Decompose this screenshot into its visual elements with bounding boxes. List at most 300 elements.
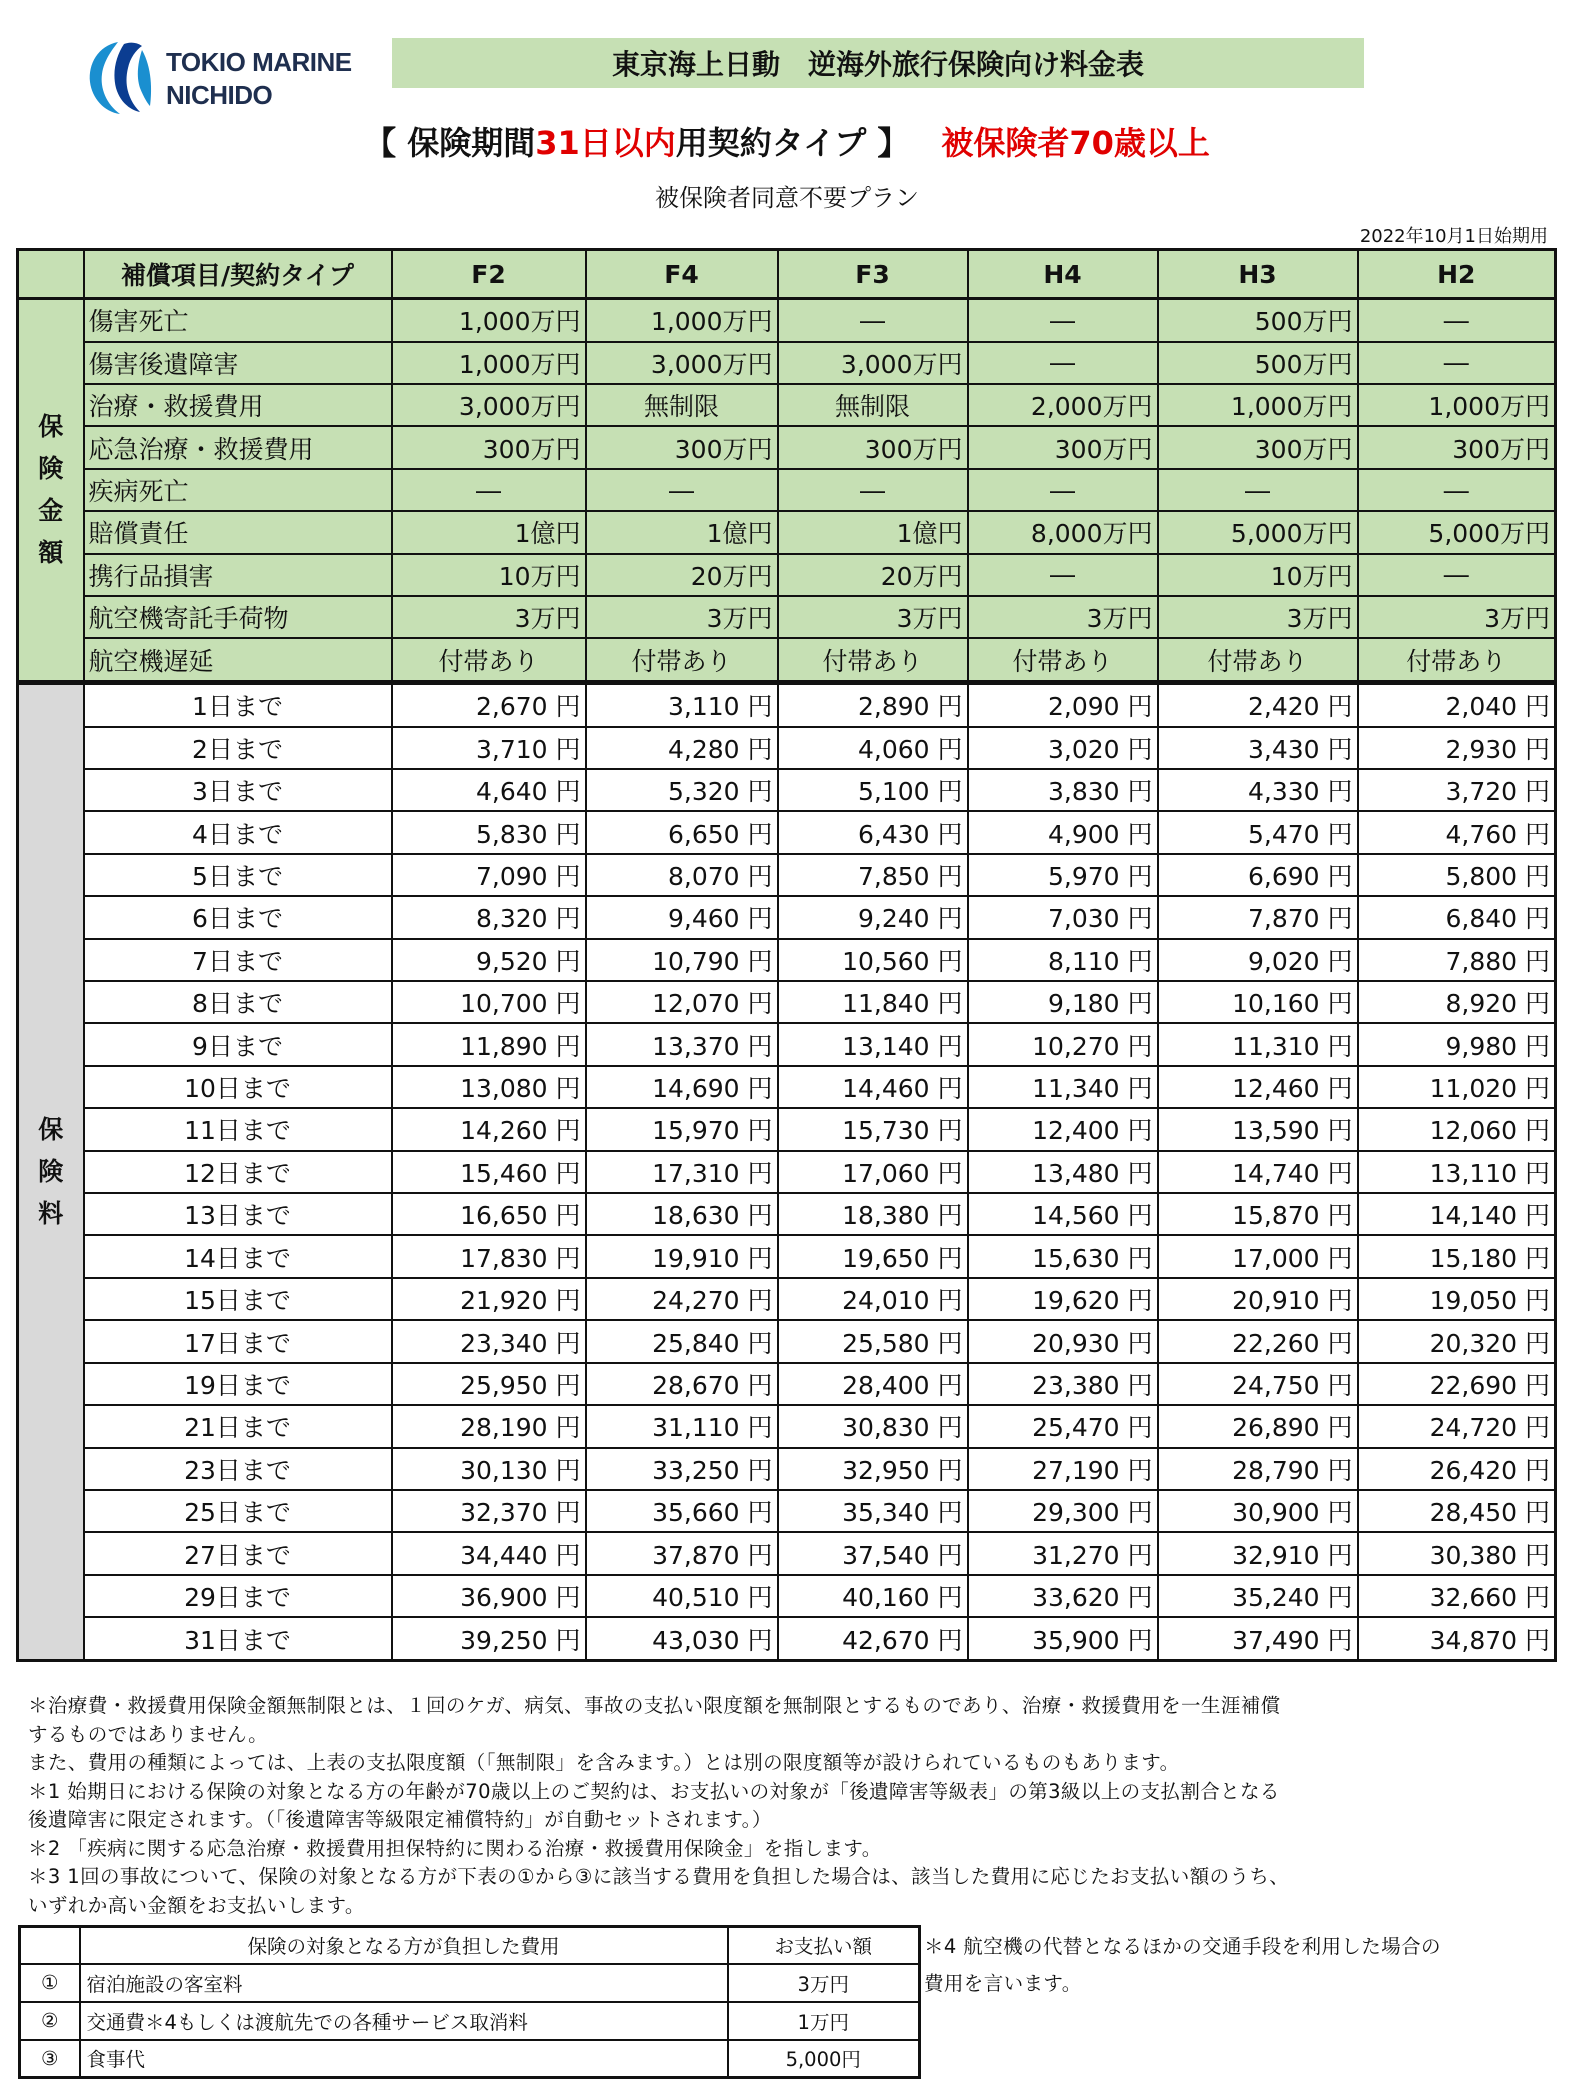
coverage-value: ―	[1358, 342, 1556, 384]
period-label: 27日まで	[84, 1532, 392, 1574]
coverage-value: 無制限	[586, 384, 778, 426]
coverage-value: 3,000万円	[778, 342, 968, 384]
premium-row	[18, 1023, 1556, 1065]
side-char: 険	[38, 1157, 64, 1186]
side-char: 料	[38, 1199, 64, 1228]
premium-value: 9,240 円	[778, 896, 968, 938]
plan-header: F2	[392, 250, 586, 299]
premium-value: 5,970 円	[968, 854, 1158, 896]
corner-cell	[18, 250, 84, 299]
premium-value: 28,450 円	[1358, 1490, 1556, 1532]
premium-row	[18, 854, 1556, 896]
premium-value: 6,650 円	[586, 811, 778, 853]
premium-row	[18, 1448, 1556, 1490]
plan-header: F4	[586, 250, 778, 299]
premium-value: 11,340 円	[968, 1066, 1158, 1108]
coverage-value: 付帯あり	[1358, 638, 1556, 682]
premium-value: 22,260 円	[1158, 1320, 1358, 1362]
premium-value: 7,850 円	[778, 854, 968, 896]
premium-value: 17,060 円	[778, 1151, 968, 1193]
coverage-row	[18, 596, 1556, 638]
premium-value: 28,190 円	[392, 1405, 586, 1447]
premium-row	[18, 1532, 1556, 1574]
premium-value: 9,460 円	[586, 896, 778, 938]
coverage-value: 300万円	[586, 426, 778, 468]
premium-value: 24,720 円	[1358, 1405, 1556, 1447]
coverage-label: 傷害死亡	[84, 299, 392, 342]
premium-value: 27,190 円	[968, 1448, 1158, 1490]
premium-value: 19,650 円	[778, 1235, 968, 1277]
premium-value: 12,070 円	[586, 981, 778, 1023]
premium-value: 20,320 円	[1358, 1320, 1556, 1362]
logo-mark-icon	[84, 38, 154, 118]
premium-value: 25,950 円	[392, 1363, 586, 1405]
footnote-line: ＊2 「疾病に関する応急治療・救援費用担保特約に関わる治療・救援費用保険金」を指します。	[28, 1836, 882, 1860]
coverage-value: ―	[1358, 554, 1556, 596]
premium-value: 28,400 円	[778, 1363, 968, 1405]
coverage-value: 10万円	[392, 554, 586, 596]
premium-value: 40,510 円	[586, 1575, 778, 1617]
premium-value: 32,660 円	[1358, 1575, 1556, 1617]
premium-value: 19,050 円	[1358, 1278, 1556, 1320]
premium-value: 34,440 円	[392, 1532, 586, 1574]
footnote-line: ＊治療費・救援費用保険金額無制限とは、１回のケガ、病気、事故の支払い限度額を無制限とするものであり、治療・救援費用を一生涯補償	[28, 1694, 1281, 1717]
coverage-value: ―	[392, 469, 586, 511]
header-row	[18, 250, 1556, 299]
premium-value: 10,700 円	[392, 981, 586, 1023]
premium-value: 24,750 円	[1158, 1363, 1358, 1405]
coverage-value: ―	[968, 469, 1158, 511]
premium-row	[18, 1405, 1556, 1447]
premium-row	[18, 1151, 1556, 1193]
premium-value: 5,800 円	[1358, 854, 1556, 896]
premium-value: 3,720 円	[1358, 769, 1556, 811]
premium-value: 5,100 円	[778, 769, 968, 811]
premium-value: 39,250 円	[392, 1617, 586, 1660]
coverage-row	[18, 299, 1556, 342]
premium-value: 9,180 円	[968, 981, 1158, 1023]
premium-value: 10,790 円	[586, 939, 778, 981]
coverage-value: 1,000万円	[586, 299, 778, 342]
coverage-value: 付帯あり	[586, 638, 778, 682]
premium-value: 36,900 円	[392, 1575, 586, 1617]
footnote-line: また、費用の種類によっては、上表の支払限度額（「無制限」を含みます。）とは別の限度額等が設けられているものもあります。	[28, 1751, 1180, 1774]
period-label: 5日まで	[84, 854, 392, 896]
coverage-value: 1,000万円	[1158, 384, 1358, 426]
tokio-marine-logo	[84, 38, 374, 120]
premium-value: 4,280 円	[586, 727, 778, 769]
premium-value: 11,890 円	[392, 1023, 586, 1065]
premium-value: 8,070 円	[586, 854, 778, 896]
premium-value: 32,370 円	[392, 1490, 586, 1532]
premium-value: 31,110 円	[586, 1405, 778, 1447]
coverage-value: 300万円	[392, 426, 586, 468]
premium-value: 17,000 円	[1158, 1235, 1358, 1277]
premium-value: 15,460 円	[392, 1151, 586, 1193]
period-label: 2日まで	[84, 727, 392, 769]
period-label: 15日まで	[84, 1278, 392, 1320]
premium-value: 20,930 円	[968, 1320, 1158, 1362]
premium-value: 7,090 円	[392, 854, 586, 896]
premium-value: 3,430 円	[1158, 727, 1358, 769]
premium-row	[18, 1193, 1556, 1235]
premium-value: 32,950 円	[778, 1448, 968, 1490]
premium-row	[18, 769, 1556, 811]
premium-value: 32,910 円	[1158, 1532, 1358, 1574]
premium-value: 37,540 円	[778, 1532, 968, 1574]
premium-value: 9,520 円	[392, 939, 586, 981]
coverage-value: 3万円	[778, 596, 968, 638]
premium-value: 8,320 円	[392, 896, 586, 938]
expense-header-item: 保険の対象となる方が負担した費用	[80, 1927, 728, 1964]
premium-value: 35,340 円	[778, 1490, 968, 1532]
premium-row	[18, 1320, 1556, 1362]
period-label: 17日まで	[84, 1320, 392, 1362]
premium-value: 42,670 円	[778, 1617, 968, 1660]
coverage-label: 応急治療・救援費用	[84, 426, 392, 468]
expense-num: ②	[20, 2002, 80, 2040]
expense-item: 食事代	[80, 2040, 728, 2078]
premium-row	[18, 1575, 1556, 1617]
coverage-value: 20万円	[778, 554, 968, 596]
coverage-label: 携行品損害	[84, 554, 392, 596]
coverage-value: 1,000万円	[392, 342, 586, 384]
premium-value: 13,480 円	[968, 1151, 1158, 1193]
coverage-row	[18, 342, 1556, 384]
premium-value: 15,630 円	[968, 1235, 1158, 1277]
premium-value: 33,250 円	[586, 1448, 778, 1490]
premium-value: 37,870 円	[586, 1532, 778, 1574]
coverage-value: 300万円	[968, 426, 1158, 468]
side-char: 保	[38, 412, 64, 442]
expense-header-amount: お支払い額	[728, 1927, 920, 1964]
coverage-value: ―	[968, 554, 1158, 596]
premium-value: 13,080 円	[392, 1066, 586, 1108]
period-label: 10日まで	[84, 1066, 392, 1108]
expense-num: ①	[20, 1964, 80, 2002]
period-label: 8日まで	[84, 981, 392, 1023]
premium-value: 15,870 円	[1158, 1193, 1358, 1235]
premium-value: 19,910 円	[586, 1235, 778, 1277]
expense-table	[18, 1925, 921, 2079]
coverage-value: ―	[968, 342, 1158, 384]
contract-type-subtitle	[0, 118, 1574, 164]
plan-header: F3	[778, 250, 968, 299]
period-label: 1日まで	[84, 683, 392, 727]
period-label: 11日まで	[84, 1108, 392, 1150]
premium-value: 11,310 円	[1158, 1023, 1358, 1065]
footnote-line: いずれか高い金額をお支払いします。	[28, 1893, 365, 1917]
premium-value: 12,400 円	[968, 1108, 1158, 1150]
coverage-value: 1,000万円	[392, 299, 586, 342]
coverage-label: 疾病死亡	[84, 469, 392, 511]
plan-name: 被保険者同意不要プラン	[655, 184, 919, 212]
premium-value: 18,380 円	[778, 1193, 968, 1235]
premium-value: 2,670 円	[392, 683, 586, 727]
period-label: 29日まで	[84, 1575, 392, 1617]
premium-value: 25,840 円	[586, 1320, 778, 1362]
premium-value: 15,970 円	[586, 1108, 778, 1150]
premium-value: 26,420 円	[1358, 1448, 1556, 1490]
period-label: 31日まで	[84, 1617, 392, 1660]
premium-value: 8,110 円	[968, 939, 1158, 981]
premium-value: 22,690 円	[1358, 1363, 1556, 1405]
coverage-value: 3,000万円	[586, 342, 778, 384]
plan-header: H2	[1358, 250, 1556, 299]
premium-row	[18, 1363, 1556, 1405]
coverage-value: 無制限	[778, 384, 968, 426]
coverage-row	[18, 426, 1556, 468]
coverage-value: 5,000万円	[1358, 511, 1556, 553]
coverage-value: 500万円	[1158, 299, 1358, 342]
expense-item: 交通費＊4もしくは渡航先での各種サービス取消料	[80, 2002, 728, 2040]
side-char: 額	[38, 538, 64, 568]
premium-row	[18, 1278, 1556, 1320]
logo-text-line1: TOKIO MARINE	[166, 47, 352, 77]
coverage-value: 付帯あり	[968, 638, 1158, 682]
period-label: 14日まで	[84, 1235, 392, 1277]
coverage-value: ―	[1158, 469, 1358, 511]
period-label: 19日まで	[84, 1363, 392, 1405]
premium-side-label	[18, 683, 84, 1661]
premium-row	[18, 1490, 1556, 1532]
premium-row	[18, 981, 1556, 1023]
premium-value: 8,920 円	[1358, 981, 1556, 1023]
premium-value: 14,260 円	[392, 1108, 586, 1150]
premium-value: 15,180 円	[1358, 1235, 1556, 1277]
premium-value: 31,270 円	[968, 1532, 1158, 1574]
premium-value: 2,890 円	[778, 683, 968, 727]
expense-amount: 5,000円	[728, 2040, 920, 2078]
rate-table	[16, 248, 1557, 1662]
period-label: 12日まで	[84, 1151, 392, 1193]
period-label: 3日まで	[84, 769, 392, 811]
premium-value: 2,420 円	[1158, 683, 1358, 727]
premium-value: 14,690 円	[586, 1066, 778, 1108]
logo-text-line2: NICHIDO	[166, 80, 273, 110]
premium-value: 5,830 円	[392, 811, 586, 853]
coverage-value: 300万円	[1358, 426, 1556, 468]
premium-value: 13,370 円	[586, 1023, 778, 1065]
premium-value: 20,910 円	[1158, 1278, 1358, 1320]
premium-value: 12,460 円	[1158, 1066, 1358, 1108]
coverage-value: 付帯あり	[778, 638, 968, 682]
premium-value: 10,560 円	[778, 939, 968, 981]
premium-value: 7,030 円	[968, 896, 1158, 938]
premium-value: 4,330 円	[1158, 769, 1358, 811]
premium-value: 4,760 円	[1358, 811, 1556, 853]
premium-value: 28,670 円	[586, 1363, 778, 1405]
premium-row	[18, 896, 1556, 938]
coverage-value: 20万円	[586, 554, 778, 596]
coverage-label: 治療・救援費用	[84, 384, 392, 426]
period-label: 4日まで	[84, 811, 392, 853]
premium-row	[18, 939, 1556, 981]
period-label: 25日まで	[84, 1490, 392, 1532]
premium-value: 35,900 円	[968, 1617, 1158, 1660]
premium-value: 11,840 円	[778, 981, 968, 1023]
premium-value: 43,030 円	[586, 1617, 778, 1660]
premium-value: 4,900 円	[968, 811, 1158, 853]
premium-value: 5,320 円	[586, 769, 778, 811]
premium-row	[18, 811, 1556, 853]
coverage-value: 3万円	[968, 596, 1158, 638]
premium-value: 6,430 円	[778, 811, 968, 853]
coverage-value: 1億円	[392, 511, 586, 553]
coverage-value: 3万円	[586, 596, 778, 638]
premium-value: 21,920 円	[392, 1278, 586, 1320]
premium-value: 6,840 円	[1358, 896, 1556, 938]
expense-amount: 3万円	[728, 1964, 920, 2002]
premium-row	[18, 727, 1556, 769]
premium-value: 2,090 円	[968, 683, 1158, 727]
period-label: 6日まで	[84, 896, 392, 938]
period-label: 9日まで	[84, 1023, 392, 1065]
coverage-value: ―	[1358, 299, 1556, 342]
coverage-value: 300万円	[1158, 426, 1358, 468]
period-label: 13日まで	[84, 1193, 392, 1235]
coverage-value: ―	[1358, 469, 1556, 511]
expense-num: ③	[20, 2040, 80, 2078]
footnote-line: ＊1 始期日における保険の対象となる方の年齢が70歳以上のご契約は、お支払いの対象が「後遺障害等級表」の第3級以上の支払割合となる	[28, 1779, 1280, 1803]
footnote-4-line: ＊4 航空機の代替となるほかの交通手段を利用した場合の	[924, 1935, 1441, 1958]
premium-value: 24,010 円	[778, 1278, 968, 1320]
premium-value: 10,160 円	[1158, 981, 1358, 1023]
premium-value: 18,630 円	[586, 1193, 778, 1235]
premium-value: 25,470 円	[968, 1405, 1158, 1447]
premium-value: 13,140 円	[778, 1023, 968, 1065]
premium-value: 29,300 円	[968, 1490, 1158, 1532]
premium-value: 34,870 円	[1358, 1617, 1556, 1660]
coverage-value: 1億円	[778, 511, 968, 553]
coverage-value: 3万円	[1358, 596, 1556, 638]
premium-value: 4,060 円	[778, 727, 968, 769]
coverage-value: 500万円	[1158, 342, 1358, 384]
premium-value: 14,140 円	[1358, 1193, 1556, 1235]
period-label: 23日まで	[84, 1448, 392, 1490]
premium-value: 23,380 円	[968, 1363, 1158, 1405]
coverage-value: 1,000万円	[1358, 384, 1556, 426]
plan-header: H3	[1158, 250, 1358, 299]
coverage-value: 10万円	[1158, 554, 1358, 596]
coverage-row	[18, 554, 1556, 596]
premium-value: 30,900 円	[1158, 1490, 1358, 1532]
footnote-4	[924, 1928, 1524, 2002]
expense-amount: 1万円	[728, 2002, 920, 2040]
premium-value: 7,870 円	[1158, 896, 1358, 938]
premium-value: 26,890 円	[1158, 1405, 1358, 1447]
coverage-value: ―	[778, 299, 968, 342]
premium-value: 30,130 円	[392, 1448, 586, 1490]
coverage-value: 3万円	[1158, 596, 1358, 638]
footnotes	[28, 1692, 1458, 1920]
premium-value: 11,020 円	[1358, 1066, 1556, 1108]
side-char: 金	[38, 496, 64, 526]
side-char: 険	[38, 454, 64, 484]
premium-value: 9,020 円	[1158, 939, 1358, 981]
premium-value: 16,650 円	[392, 1193, 586, 1235]
period-label: 21日まで	[84, 1405, 392, 1447]
premium-value: 33,620 円	[968, 1575, 1158, 1617]
footnote-4-line: 費用を言います。	[924, 1972, 1082, 1995]
coverage-value: 8,000万円	[968, 511, 1158, 553]
premium-value: 15,730 円	[778, 1108, 968, 1150]
coverage-label: 航空機寄託手荷物	[84, 596, 392, 638]
expense-item: 宿泊施設の客室料	[80, 1964, 728, 2002]
footnote-line: するものではありません。	[28, 1722, 268, 1746]
coverage-row	[18, 638, 1556, 682]
coverage-side-label	[18, 299, 84, 683]
coverage-label: 傷害後遺障害	[84, 342, 392, 384]
premium-value: 40,160 円	[778, 1575, 968, 1617]
subtitle-age: 被保険者70歳以上	[941, 124, 1210, 162]
subtitle-mid: 用契約タイプ 】	[675, 124, 910, 162]
premium-value: 5,470 円	[1158, 811, 1358, 853]
premium-value: 13,590 円	[1158, 1108, 1358, 1150]
coverage-value: 3万円	[392, 596, 586, 638]
coverage-value: 5,000万円	[1158, 511, 1358, 553]
coverage-row	[18, 511, 1556, 553]
subtitle-open: 【 保険期間	[364, 124, 536, 162]
coverage-value: ―	[778, 469, 968, 511]
premium-value: 14,460 円	[778, 1066, 968, 1108]
subtitle-period: 31日以内	[535, 124, 676, 162]
premium-value: 3,110 円	[586, 683, 778, 727]
premium-row	[18, 1066, 1556, 1108]
premium-value: 17,830 円	[392, 1235, 586, 1277]
coverage-row	[18, 384, 1556, 426]
effective-date: 2022年10月1日始期用	[1359, 226, 1548, 247]
premium-row	[18, 1617, 1556, 1660]
premium-value: 14,740 円	[1158, 1151, 1358, 1193]
premium-value: 3,830 円	[968, 769, 1158, 811]
coverage-value: 3,000万円	[392, 384, 586, 426]
premium-value: 30,380 円	[1358, 1532, 1556, 1574]
premium-value: 2,040 円	[1358, 683, 1556, 727]
premium-value: 14,560 円	[968, 1193, 1158, 1235]
coverage-value: 300万円	[778, 426, 968, 468]
period-label: 7日まで	[84, 939, 392, 981]
premium-value: 17,310 円	[586, 1151, 778, 1193]
coverage-label: 航空機遅延	[84, 638, 392, 682]
footnote-line: 後遺障害に限定されます。（「後遺障害等級限定補償特約」が自動セットされます。）	[28, 1808, 772, 1831]
premium-value: 6,690 円	[1158, 854, 1358, 896]
side-char: 保	[38, 1115, 64, 1144]
premium-value: 9,980 円	[1358, 1023, 1556, 1065]
coverage-row	[18, 469, 1556, 511]
premium-value: 35,660 円	[586, 1490, 778, 1532]
coverage-value: 1億円	[586, 511, 778, 553]
premium-value: 28,790 円	[1158, 1448, 1358, 1490]
premium-value: 25,580 円	[778, 1320, 968, 1362]
premium-value: 3,020 円	[968, 727, 1158, 769]
plan-header: H4	[968, 250, 1158, 299]
page-title: 東京海上日動 逆海外旅行保険向け料金表	[392, 38, 1364, 88]
coverage-value: 付帯あり	[1158, 638, 1358, 682]
premium-row	[18, 1108, 1556, 1150]
premium-value: 12,060 円	[1358, 1108, 1556, 1150]
coverage-value: ―	[586, 469, 778, 511]
premium-value: 4,640 円	[392, 769, 586, 811]
premium-value: 13,110 円	[1358, 1151, 1556, 1193]
premium-row	[18, 683, 1556, 727]
coverage-value: ―	[968, 299, 1158, 342]
coverage-value: 2,000万円	[968, 384, 1158, 426]
premium-value: 24,270 円	[586, 1278, 778, 1320]
footnote-line: ＊3 1回の事故について、保険の対象となる方が下表の①から③に該当する費用を負担した場合は、該当した費用に応じたお支払い額のうち、	[28, 1865, 1290, 1888]
premium-value: 23,340 円	[392, 1320, 586, 1362]
premium-value: 2,930 円	[1358, 727, 1556, 769]
